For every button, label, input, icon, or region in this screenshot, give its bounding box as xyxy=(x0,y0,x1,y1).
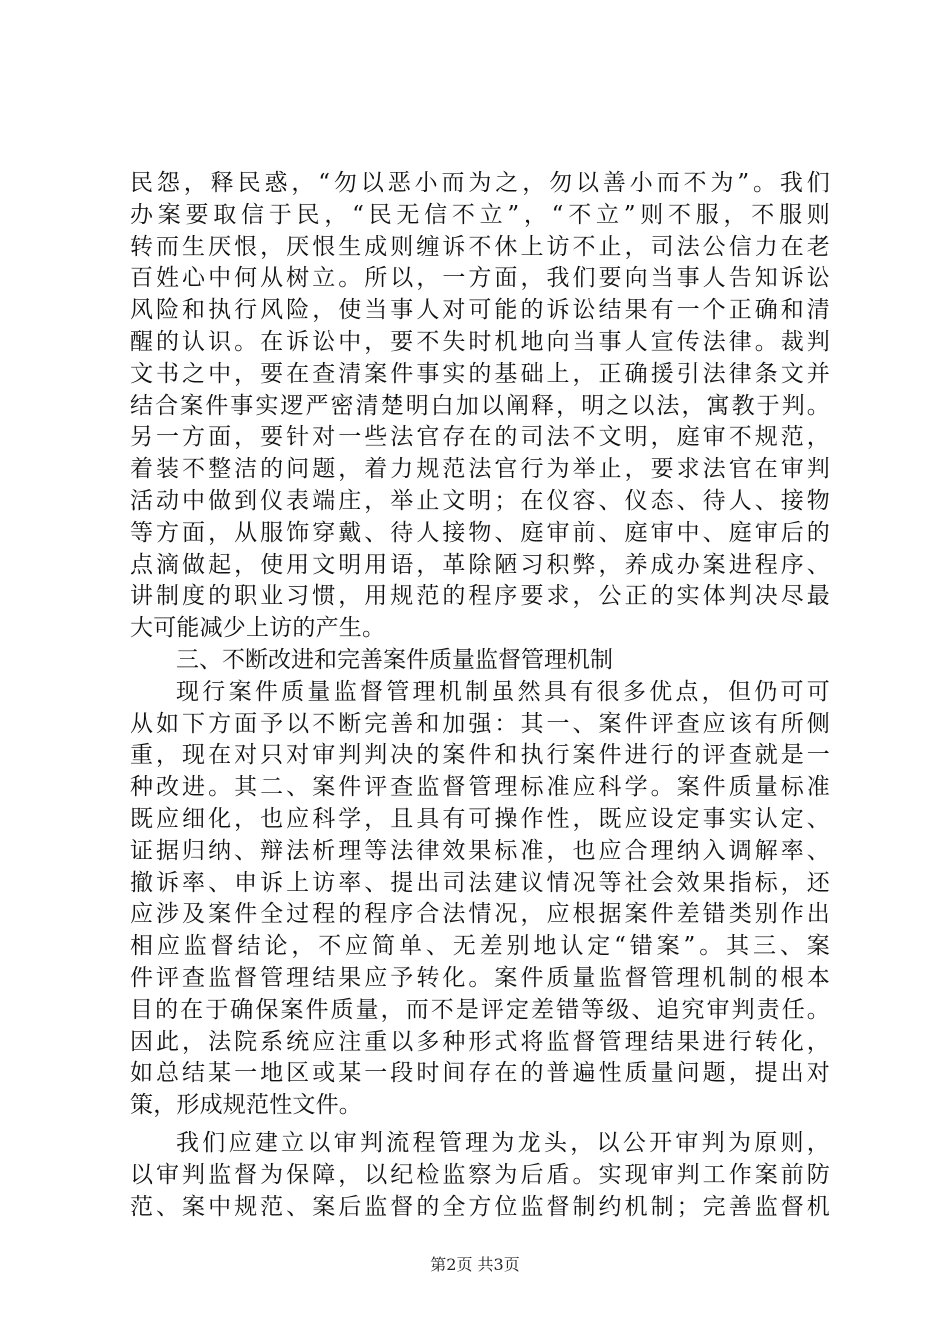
text-line: 转而生厌恨，厌恨生成则缠诉不休上访不止，司法公信力在老 xyxy=(130,233,830,260)
text-line: 撤诉率、申诉上访率、提出司法建议情况等社会效果指标，还 xyxy=(130,869,830,896)
paragraph-1 xyxy=(130,168,830,645)
page-number-footer: 第2页 共3页 xyxy=(430,1255,520,1274)
text-line: 结合案件事实逻严密清楚明白加以阐释，明之以法，寓教于判。 xyxy=(130,392,830,419)
text-line: 既应细化，也应科学，且具有可操作性，既应设定事实认定、 xyxy=(130,805,830,832)
text-line: 活动中做到仪表端庄，举止文明；在仪容、仪态、待人、接物 xyxy=(130,487,830,514)
text-line: 等方面，从服饰穿戴、待人接物、庭审前、庭审中、庭审后的 xyxy=(130,519,830,546)
paragraph-2 xyxy=(130,677,830,1122)
text-line: 重，现在对只对审判判决的案件和执行案件进行的评查就是一 xyxy=(130,742,830,769)
text-line: 另一方面，要针对一些法官存在的司法不文明，庭审不规范， xyxy=(130,424,830,451)
text-line: 种改进。其二、案件评查监督管理标准应科学。案件质量标准 xyxy=(130,774,830,801)
text-line: 策，形成规范性文件。 xyxy=(130,1092,362,1119)
text-line: 着装不整洁的问题，着力规范法官行为举止，要求法官在审判 xyxy=(130,456,830,483)
text-line: 如总结某一地区或某一段时间存在的普遍性质量问题，提出对 xyxy=(130,1060,830,1087)
text-line: 现行案件质量监督管理机制虽然具有很多优点，但仍可可 xyxy=(176,678,830,705)
text-line: 风险和执行风险，使当事人对可能的诉讼结果有一个正确和清 xyxy=(130,297,830,324)
text-line: 以审判监督为保障，以纪检监察为后盾。实现审判工作案前防 xyxy=(130,1161,830,1188)
document-body xyxy=(130,168,830,1223)
text-line: 百姓心中何从树立。所以，一方面，我们要向当事人告知诉讼 xyxy=(130,265,830,292)
text-line: 证据归纳、辩法析理等法律效果标准，也应合理纳入调解率、 xyxy=(130,837,830,864)
text-line: 相应监督结论，不应简单、无差别地认定“错案”。其三、案 xyxy=(130,933,830,960)
text-line: 我们应建立以审判流程管理为龙头，以公开审判为原则， xyxy=(176,1129,830,1156)
text-line: 件评查监督管理结果应予转化。案件质量监督管理机制的根本 xyxy=(130,964,830,991)
text-line: 范、案中规范、案后监督的全方位监督制约机制；完善监督机 xyxy=(130,1193,830,1220)
text-line: 醒的认识。在诉讼中，要不失时机地向当事人宣传法律。裁判 xyxy=(130,328,830,355)
text-line: 民怨，释民惑，“勿以恶小而为之，勿以善小而不为”。我们 xyxy=(130,170,830,196)
text-line: 应涉及案件全过程的程序合法情况，应根据案件差错类别作出 xyxy=(130,901,830,928)
text-line: 文书之中，要在查清案件事实的基础上，正确援引法律条文并 xyxy=(130,360,830,387)
text-line: 办案要取信于民，“民无信不立”，“不立”则不服，不服则 xyxy=(130,201,830,228)
text-line: 大可能减少上访的产生。 xyxy=(130,615,386,642)
text-line: 点滴做起，使用文明用语，革除陋习积弊，养成办案进程序、 xyxy=(130,551,830,578)
text-line: 因此，法院系统应注重以多种形式将监督管理结果进行转化， xyxy=(130,1028,830,1055)
text-line: 讲制度的职业习惯，用规范的程序要求，公正的实体判决尽最 xyxy=(130,583,830,610)
section-heading: 三、不断改进和完善案件质量监督管理机制 xyxy=(176,646,613,673)
paragraph-3 xyxy=(130,1128,830,1223)
text-line: 目的在于确保案件质量，而不是评定差错等级、追究审判责任。 xyxy=(130,996,830,1023)
text-line: 从如下方面予以不断完善和加强：其一、案件评查应该有所侧 xyxy=(130,710,830,737)
